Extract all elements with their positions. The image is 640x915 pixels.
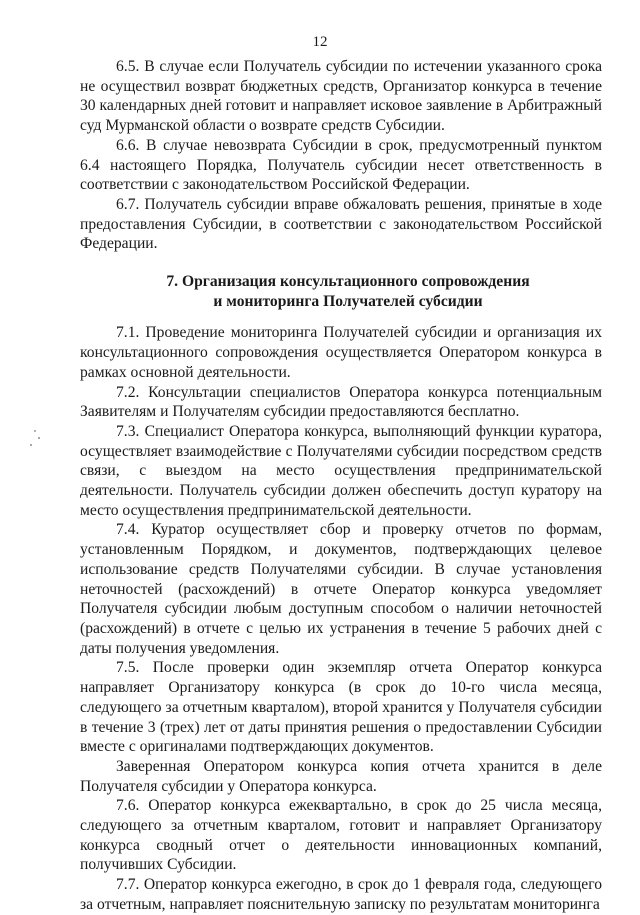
paragraph-7-1: 7.1. Проведение мониторинга Получателей субсидии и организация их консультационного сопровождения осуществляется Оператором конкурса в рамках основной деятельности. xyxy=(80,324,602,381)
paragraph-7-5: 7.5. После проверки один экземпляр отчета Оператор конкурса направляет Организатору конкурса (в срок до 10-го числа месяца, следующего за отчетным кварталом), второй хранится у Получателя субсидии в течение 3 (трех) лет от даты принятия решения о предоставлении Субсидии вместе с оригиналами подтверждающих документов. xyxy=(80,659,602,756)
page-number: 12 xyxy=(312,34,328,50)
paragraph-7-3: 7.3. Специалист Оператора конкурса, выполняющий функции куратора, осуществляет взаимодействие с Получателями субсидии посредством средств связи, с выездом на место осуществления предпринимательской деятельности. Получатель субсидии должен обеспечить доступ куратору на место осуществления предпринимательской деятельности. xyxy=(80,422,602,519)
paragraph-7-2: 7.2. Консультации специалистов Оператора конкурса потенциальным Заявителям и Получателям субсидии предоставляются бесплатно. xyxy=(80,383,602,421)
section-7-heading xyxy=(80,272,602,311)
section-title-line-1: 7. Организация консультационного сопровождения xyxy=(166,273,530,291)
paragraph-7-6: 7.6. Оператор конкурса ежеквартально, в срок до 25 числа месяца, следующего за отчетным кварталом, готовит и направляет Организатору конкурса сводный отчет о деятельности инновационных компаний, получивших Субсидии. xyxy=(80,797,602,874)
scan-speck xyxy=(30,444,32,446)
paragraph-6-6: 6.6. В случае невозврата Субсидии в срок, предусмотренный пунктом 6.4 настоящего Порядка, Получатель субсидии несет ответственность в соответствии с законодательством Российской Федерации. xyxy=(80,136,602,194)
paragraph-7-7: 7.7. Оператор конкурса ежегодно, в срок до 1 февраля года, следующего за отчетным, направляет пояснительную записку по результатам мониторинга xyxy=(80,876,602,913)
paragraph-6-5: 6.5. В случае если Получатель субсидии по истечении указанного срока не осуществил возврат бюджетных средств, Организатор конкурса в течение 30 календарных дней готовит и направляет исковое заявление в Арбитражный суд Мурманской области о возврате средств Субсидии. xyxy=(80,58,602,135)
section-title-line-2: и мониторинга Получателей субсидии xyxy=(213,292,483,310)
document-body xyxy=(80,57,602,915)
paragraph-7-4: 7.4. Куратор осуществляет сбор и проверку отчетов по формам, установленным Порядком, и документов, подтверждающих целевое использование средств Получателями субсидии. В случае установления неточностей (расхождений) в отчете Оператор конкурса уведомляет Получателя субсидии любым доступным способом о наличии неточностей (расхождений) в отчете с целью их устранения в течение 5 рабочих дней с даты получения уведомления. xyxy=(80,521,602,657)
paragraph-6-7: 6.7. Получатель субсидии вправе обжаловать решения, принятые в ходе предоставления Субсидии, в соответствии с законодательством Российской Федерации. xyxy=(80,195,602,253)
scan-speck xyxy=(38,437,40,439)
paragraph-certified-copy: Заверенная Оператором конкурса копия отчета хранится в деле Получателя субсидии у Оператора конкурса. xyxy=(80,757,602,795)
scan-speck xyxy=(34,430,36,432)
